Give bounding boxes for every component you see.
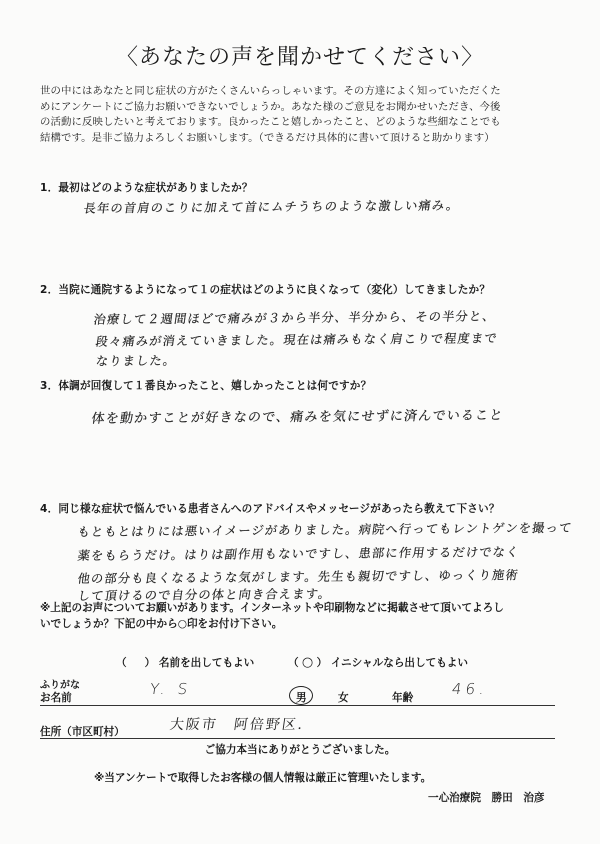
address-value: 大阪市 阿倍野区．	[168, 717, 315, 733]
name-value: Y. S	[148, 680, 193, 698]
answer-2-line: 治療して２週間ほどで痛みが３から半分、半分から、その半分と、	[92, 309, 497, 327]
answer-4-line: 他の部分も良くなるような気がします。先生も親切ですし、ゆっくり施術	[76, 568, 520, 586]
gender-male[interactable]: 男	[296, 692, 307, 704]
option-name-ok[interactable]	[116, 655, 254, 670]
thanks-text: ご協力本当にありがとうございました。	[204, 744, 396, 756]
gender-female[interactable]: 女	[338, 692, 349, 704]
question-3: 3．体調が回復して１番良かったこと、嬉しかったことは何ですか？	[40, 380, 372, 392]
question-2: 2．当院に通院するようになって１の症状はどのように良くなって（変化）してきましたか？	[40, 284, 491, 296]
option-initials-ok[interactable]	[288, 655, 468, 670]
address-label: 住所（市区町村）	[40, 726, 125, 738]
name-label: お名前	[40, 692, 72, 704]
male-selected-circle	[289, 686, 313, 705]
open-paren: （	[288, 657, 299, 669]
permission-line: ※上記のお声についてお願いがあります。インターネットや印刷物などに掲載させて頂いてよろし	[40, 602, 504, 614]
intro-line: 世の中にはあなたと同じ症状の方がたくさんいらっしゃいます。その方達によく知っていただくた	[40, 85, 501, 97]
answer-4-line: 薬をもらうだけ。はりは副作用もないですし、患部に作用するだけでなく	[76, 545, 521, 563]
clinic-signature: 一心治療院 勝田 治彦	[428, 792, 545, 804]
selected-mark: ○	[301, 655, 314, 670]
page-title: 〈あなたの声を聞かせてください〉	[115, 45, 484, 70]
privacy-notice: ※当アンケートで取得したお客様の個人情報は厳正に管理いたします。	[94, 772, 432, 784]
permission-notice	[40, 601, 570, 632]
name-underline	[40, 705, 555, 706]
answer-2-line: なりました。	[94, 353, 178, 369]
furigana-label: ふりがな	[40, 680, 80, 691]
age-value: 46.	[450, 680, 490, 698]
option-name-ok-label: 名前を出してもよい	[158, 657, 255, 669]
close-paren: ）	[316, 657, 328, 669]
question-4: 4．同じ様な症状で悩んでいる患者さんへのアドバイスやメッセージがあったら教えて下さい？	[40, 503, 500, 515]
answer-4-line: して頂けるので自分の体と向き合えます。	[76, 586, 333, 604]
intro-text	[40, 84, 570, 146]
intro-line: 結構です。是非ご協力よろしくお願いします。（できるだけ具体的に書いて頂けると助かります）	[40, 131, 495, 144]
option-initials-ok-label: イニシャルなら出してもよい	[330, 657, 468, 669]
close-paren: ）	[144, 657, 156, 669]
address-underline	[40, 738, 555, 739]
permission-line: いでしょうか？下記の中から○印をお付け下さい。	[40, 617, 283, 630]
answer-2-line: 段々痛みが消えていきました。現在は痛みもなく肩こりで程度まで	[94, 331, 499, 349]
open-paren: （	[116, 657, 127, 669]
answer-4-line: もともとはりには悪いイメージがありました。病院へ行ってもレントゲンを撮って	[76, 520, 574, 540]
answer-1: 長年の首肩のこりに加えて首にムチうちのような激しい痛み。	[82, 198, 461, 216]
intro-line: めにアンケートにご協力お願いできないでしょうか。あなた様のご意見をお聞かせいただき、今後	[40, 100, 501, 113]
intro-line: の活動に反映したいと考えております。良かったこと嬉しかったこと、どのような些細なことでも	[40, 116, 501, 128]
answer-3: 体を動かすことが好きなので、痛みを気にせずに済んでいること	[90, 408, 505, 427]
age-label: 年齢	[392, 692, 414, 704]
question-1: 1．最初はどのような症状がありましたか？	[40, 182, 253, 194]
